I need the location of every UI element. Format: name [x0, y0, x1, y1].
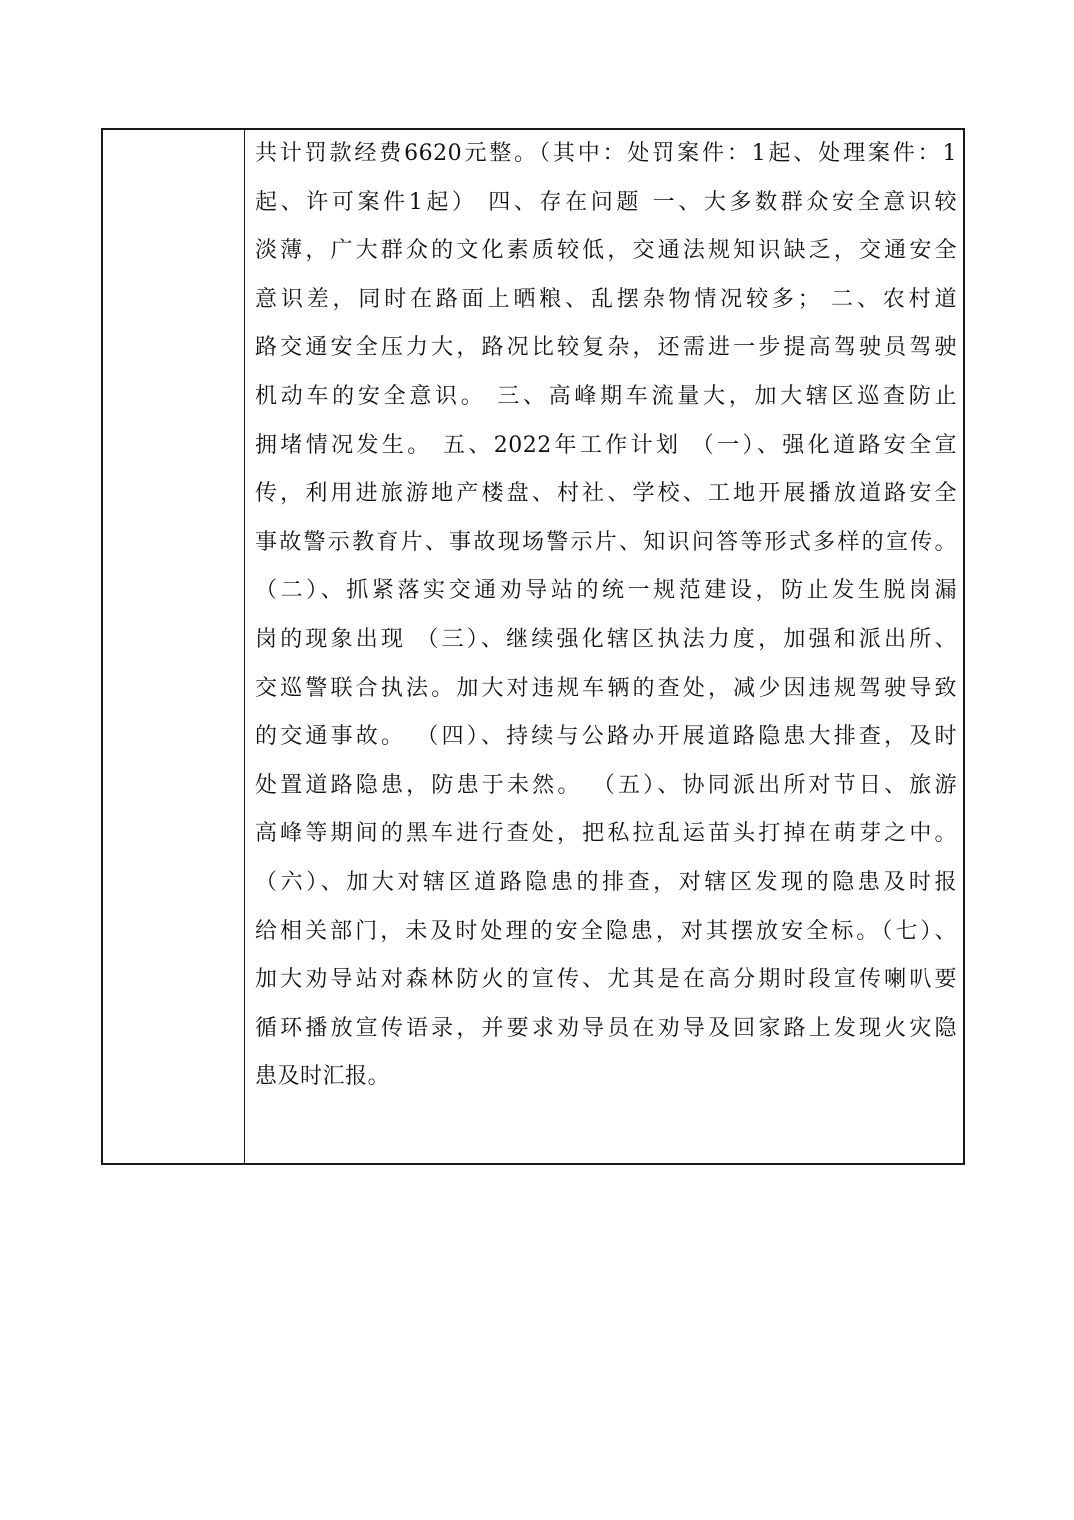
text-line: 淡薄，广大群众的文化素质较低，交通法规知识缺乏，交通安全 — [255, 238, 957, 264]
text-line: 患及时汇报。 — [255, 1064, 391, 1090]
text-line: 循环播放宣传语录，并要求劝导员在劝导及回家路上发现火灾隐 — [255, 1015, 957, 1041]
text-line: 传，利用进旅游地产楼盘、村社、学校、工地开展播放道路安全 — [255, 481, 957, 507]
text-line: 给相关部门，未及时处理的安全隐患，对其摆放安全标。（七）、 — [255, 918, 957, 944]
content-cell — [255, 130, 957, 1102]
text-line: 岗的现象出现 （三）、继续强化辖区执法力度，加强和派出所、 — [255, 626, 957, 652]
text-line: 高峰等期间的黑车进行查处，把私拉乱运苗头打掉在萌芽之中。 — [255, 821, 957, 847]
text-line: 加大劝导站对森林防火的宣传、尤其是在高分期时段宣传喇叭要 — [255, 967, 957, 993]
text-line: 的交通事故。 （四）、持续与公路办开展道路隐患大排查，及时 — [255, 724, 957, 750]
text-line: 共计罚款经费6620元整。（其中：处罚案件：1起、处理案件：1 — [255, 141, 957, 166]
table-label-cell — [103, 130, 244, 1163]
text-line: 机动车的安全意识。 三、高峰期车流量大，加大辖区巡查防止 — [255, 383, 957, 409]
text-line: （二）、抓紧落实交通劝导站的统一规范建设，防止发生脱岗漏 — [255, 578, 957, 604]
document-table — [101, 128, 965, 1165]
text-line: 拥堵情况发生。 五、2022年工作计划 （一）、强化道路安全宣 — [255, 432, 957, 458]
text-line: 处置道路隐患，防患于未然。 （五）、协同派出所对节日、旅游 — [255, 772, 957, 798]
text-line: 意识差，同时在路面上晒粮、乱摆杂物情况较多； 二、农村道 — [255, 286, 957, 312]
column-divider — [244, 130, 245, 1163]
text-line: 交巡警联合执法。加大对违规车辆的查处，减少因违规驾驶导致 — [255, 675, 957, 701]
text-line: 路交通安全压力大，路况比较复杂，还需进一步提高驾驶员驾驶 — [255, 335, 957, 361]
text-line: 事故警示教育片、事故现场警示片、知识问答等形式多样的宣传。 — [255, 529, 957, 555]
text-line: （六）、加大对辖区道路隐患的排查，对辖区发现的隐患及时报 — [255, 869, 957, 895]
text-line: 起、许可案件1起） 四、存在问题 一、大多数群众安全意识较 — [255, 189, 957, 215]
